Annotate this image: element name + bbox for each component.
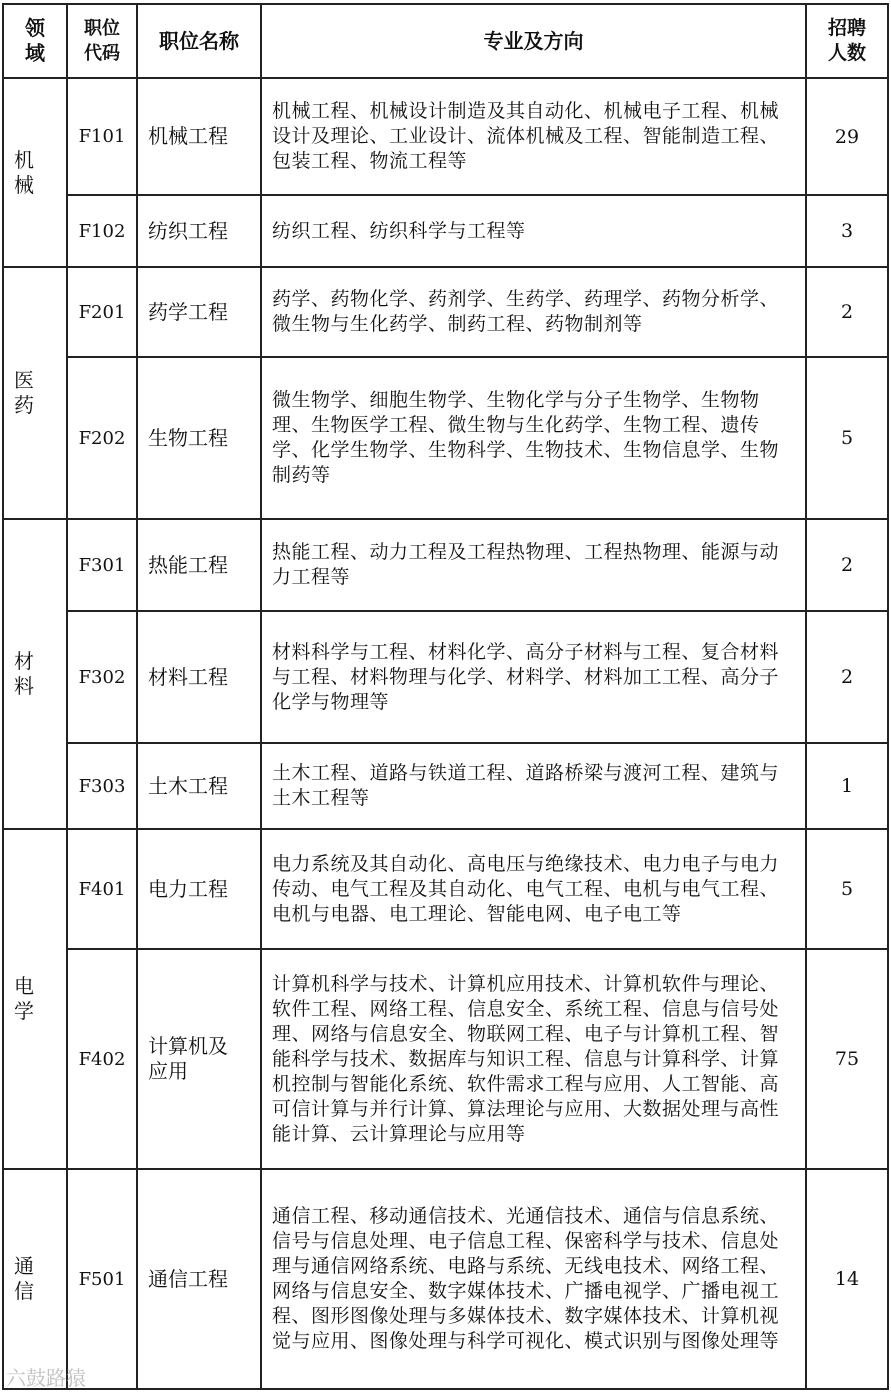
name-cell: 电力工程	[137, 829, 261, 949]
field-cell: 医 药	[3, 267, 67, 519]
major-cell: 计算机科学与技术、计算机应用技术、计算机软件与理论、软件工程、网络工程、信息安全、系统工程、信息与信号处理、网络与信息安全、物联网工程、电子与计算机工程、智能科学与技术、数据库与知识工程、信息与计算科学、计算机控制与智能化系统、软件需求工程与应用、人工智能、高可信计算与并行计算、算法理论与应用、大数据处理与高性能计算、云计算理论与应用等	[261, 949, 806, 1169]
count-cell: 29	[806, 78, 888, 195]
major-cell: 土木工程、道路与铁道工程、道路桥梁与渡河工程、建筑与土木工程等	[261, 743, 806, 829]
field-cell: 电 学	[3, 829, 67, 1169]
name-cell: 机械工程	[137, 78, 261, 195]
watermark: 六鼓路猿	[6, 1366, 86, 1390]
code-cell: F303	[67, 743, 137, 829]
field-cell: 通 信	[3, 1169, 67, 1389]
major-cell: 纺织工程、纺织科学与工程等	[261, 195, 806, 267]
code-cell: F101	[67, 78, 137, 195]
code-cell: F201	[67, 267, 137, 357]
table-row	[3, 519, 888, 611]
major-cell: 微生物学、细胞生物学、生物化学与分子生物学、生物物理、生物医学工程、微生物与生化药学、生物工程、遗传学、化学生物学、生物科学、生物技术、生物信息学、生物制药等	[261, 357, 806, 519]
major-cell: 机械工程、机械设计制造及其自动化、机械电子工程、机械设计及理论、工业设计、流体机械及工程、智能制造工程、包装工程、物流工程等	[261, 78, 806, 195]
code-cell: F402	[67, 949, 137, 1169]
name-cell: 通信工程	[137, 1169, 261, 1389]
count-cell: 14	[806, 1169, 888, 1389]
count-cell: 2	[806, 611, 888, 743]
name-cell: 药学工程	[137, 267, 261, 357]
name-cell: 计算机及 应用	[137, 949, 261, 1169]
count-cell: 75	[806, 949, 888, 1169]
table-row	[3, 267, 888, 357]
header-field: 领 域	[3, 4, 67, 78]
header-row	[3, 4, 888, 78]
table-row	[3, 1169, 888, 1389]
count-cell: 2	[806, 519, 888, 611]
major-cell: 热能工程、动力工程及工程热物理、工程热物理、能源与动力工程等	[261, 519, 806, 611]
major-cell: 材料科学与工程、材料化学、高分子材料与工程、复合材料与工程、材料物理与化学、材料学、材料加工工程、高分子化学与物理等	[261, 611, 806, 743]
table-row	[3, 949, 888, 1169]
name-cell: 材料工程	[137, 611, 261, 743]
header-name: 职位名称	[137, 4, 261, 78]
table-row	[3, 743, 888, 829]
count-cell: 5	[806, 829, 888, 949]
major-cell: 电力系统及其自动化、高电压与绝缘技术、电力电子与电力传动、电气工程及其自动化、电气工程、电机与电气工程、电机与电器、电工理论、智能电网、电子电工等	[261, 829, 806, 949]
major-cell: 通信工程、移动通信技术、光通信技术、通信与信息系统、信号与信息处理、电子信息工程、保密科学与技术、信息处理与通信网络系统、电路与系统、无线电技术、网络工程、网络与信息安全、数字媒体技术、广播电视学、广播电视工程、图形图像处理与多媒体技术、数字媒体技术、计算机视觉与应用、图像处理与科学可视化、模式识别与图像处理等	[261, 1169, 806, 1389]
code-cell: F102	[67, 195, 137, 267]
count-cell: 1	[806, 743, 888, 829]
table-row	[3, 611, 888, 743]
table-body	[3, 78, 888, 1389]
header-count: 招聘 人数	[806, 4, 888, 78]
count-cell: 3	[806, 195, 888, 267]
field-cell: 机 械	[3, 78, 67, 267]
name-cell: 生物工程	[137, 357, 261, 519]
code-cell: F202	[67, 357, 137, 519]
recruitment-table	[2, 3, 889, 1390]
name-cell: 土木工程	[137, 743, 261, 829]
code-cell: F501	[67, 1169, 137, 1389]
name-cell: 纺织工程	[137, 195, 261, 267]
table-row	[3, 357, 888, 519]
count-cell: 2	[806, 267, 888, 357]
field-cell: 材 料	[3, 519, 67, 829]
code-cell: F401	[67, 829, 137, 949]
header-code: 职位 代码	[67, 4, 137, 78]
major-cell: 药学、药物化学、药剂学、生药学、药理学、药物分析学、微生物与生化药学、制药工程、药物制剂等	[261, 267, 806, 357]
table-row	[3, 78, 888, 195]
header-major: 专业及方向	[261, 4, 806, 78]
table-row	[3, 829, 888, 949]
count-cell: 5	[806, 357, 888, 519]
table-row	[3, 195, 888, 267]
code-cell: F301	[67, 519, 137, 611]
name-cell: 热能工程	[137, 519, 261, 611]
code-cell: F302	[67, 611, 137, 743]
